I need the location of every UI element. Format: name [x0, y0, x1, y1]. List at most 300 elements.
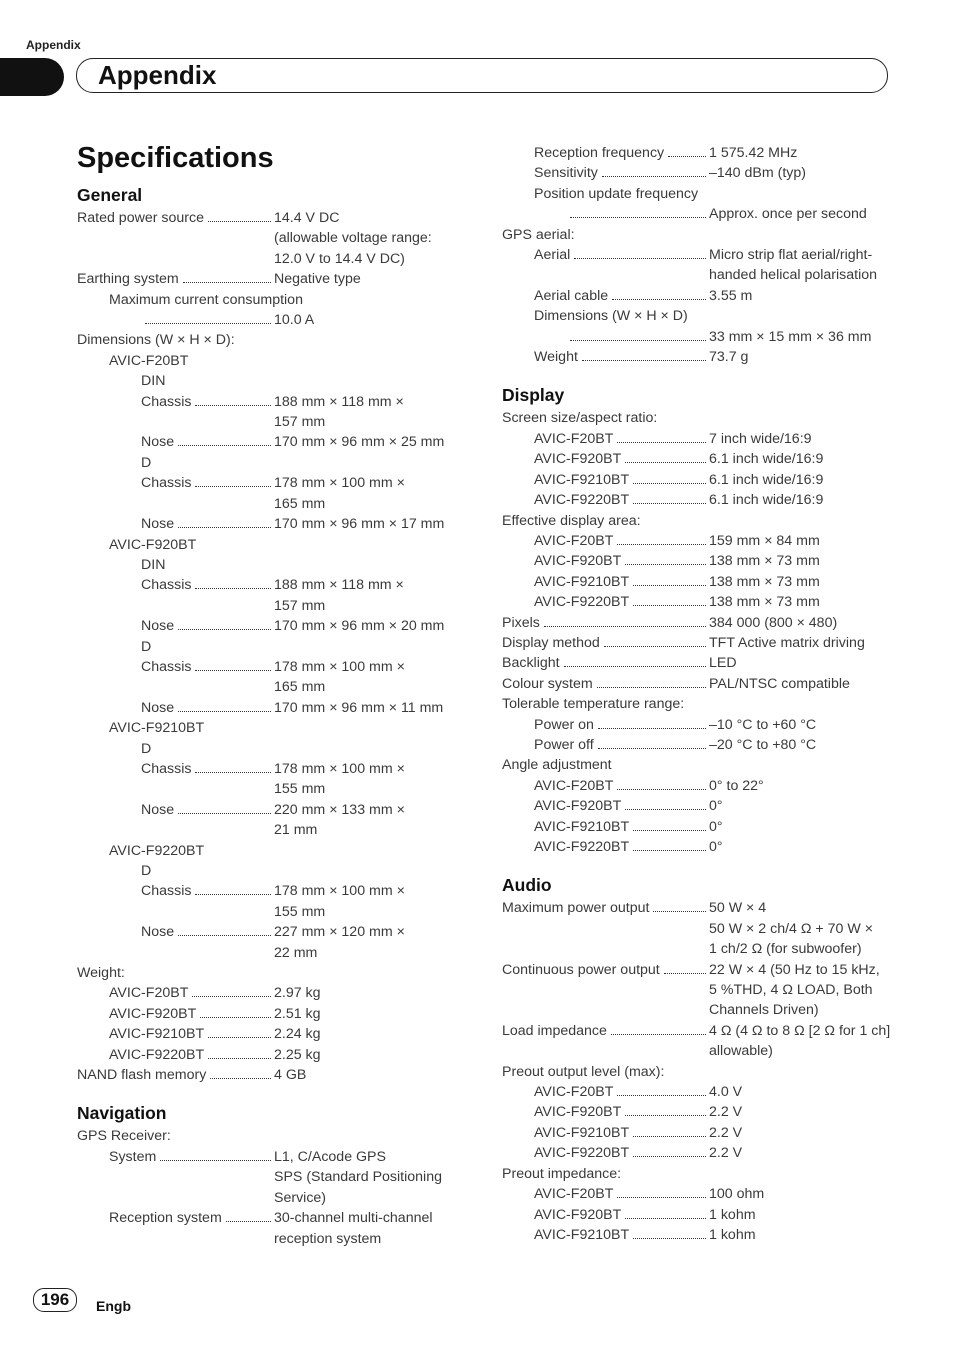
spec-value: 6.1 inch wide/16:9 [709, 451, 824, 468]
dot-leader [653, 911, 706, 912]
section-tab-marker [0, 58, 64, 96]
spec-row [502, 1123, 902, 1143]
section-heading: Navigation [77, 1103, 167, 1124]
spec-label: AVIC-F9210BT [109, 1026, 205, 1043]
dot-leader [668, 156, 706, 157]
dot-leader [633, 1136, 706, 1137]
spec-label-row [502, 184, 902, 204]
spec-row [77, 983, 467, 1003]
spec-label: GPS Receiver: [77, 1128, 171, 1145]
spec-value: 2.97 kg [274, 985, 321, 1002]
spec-label: Reception frequency [534, 145, 665, 161]
spec-row [502, 960, 902, 980]
spec-label: Nose [141, 699, 175, 716]
spec-row [502, 653, 902, 673]
spec-label: Pixels [502, 614, 540, 631]
spec-value: 50 W × 4 [709, 900, 767, 917]
spec-label: System [109, 1148, 157, 1165]
spec-label: AVIC-F9210BT [534, 818, 630, 835]
spec-row [77, 800, 467, 820]
dot-leader [604, 646, 706, 647]
dot-leader [200, 1017, 271, 1018]
dot-leader [598, 728, 706, 729]
spec-value: 178 mm × 100 mm × [274, 475, 405, 492]
spec-value: 178 mm × 100 mm × [274, 883, 405, 900]
spec-continuation-row [502, 265, 902, 285]
spec-continuation-row [77, 1229, 467, 1249]
dot-leader [633, 605, 706, 606]
spec-value: 2.51 kg [274, 1005, 321, 1022]
dot-leader [226, 1221, 271, 1222]
dot-leader [633, 483, 706, 484]
spec-row [502, 490, 902, 510]
spec-row [77, 616, 467, 636]
section-header-title: Appendix [98, 60, 217, 90]
section-heading: Audio [502, 875, 552, 896]
spec-label: D [141, 740, 152, 757]
spec-label-row [77, 861, 467, 881]
dot-leader [178, 813, 271, 814]
spec-row [502, 735, 902, 755]
spec-value: 220 mm × 133 mm × [274, 801, 405, 818]
spec-value: 73.7 g [709, 349, 749, 366]
spec-label: D [141, 863, 152, 879]
spec-value: 2.2 V [709, 1124, 743, 1141]
dot-leader [195, 894, 271, 895]
dot-leader [633, 830, 706, 831]
spec-row [502, 633, 902, 653]
spec-label: AVIC-F920BT [534, 798, 622, 815]
spec-row [502, 1102, 902, 1122]
spec-value: 7 inch wide/16:9 [709, 430, 812, 447]
spec-value: allowable) [709, 1043, 773, 1060]
spec-value: 6.1 inch wide/16:9 [709, 492, 824, 509]
spec-row [502, 776, 902, 796]
dot-leader [183, 282, 271, 283]
spec-column-right [502, 143, 902, 1245]
dot-leader [195, 405, 271, 406]
spec-label: Maximum current consumption [109, 291, 303, 308]
spec-value: 0° [709, 839, 723, 855]
section-heading: Display [502, 385, 565, 406]
dot-leader [160, 1160, 271, 1161]
spec-row [502, 837, 902, 857]
spec-row [77, 392, 467, 412]
spec-row [502, 1143, 902, 1163]
spec-value: L1, C/Acode GPS [274, 1148, 386, 1165]
spec-continuation-row [77, 902, 467, 922]
spec-label-row [502, 225, 902, 245]
spec-row [77, 575, 467, 595]
spec-value: 100 ohm [709, 1186, 765, 1203]
spec-label: Power off [534, 736, 594, 753]
spec-value: 21 mm [274, 822, 318, 839]
dot-leader [178, 711, 271, 712]
spec-label: Chassis [141, 658, 192, 675]
dot-leader [208, 221, 271, 222]
spec-value: –20 °C to +80 °C [709, 736, 817, 753]
spec-label: AVIC-F920BT [534, 1206, 622, 1223]
spec-value: 2.2 V [709, 1145, 743, 1162]
spec-label: Backlight [502, 655, 560, 672]
spec-row [502, 1021, 902, 1041]
spec-label: Continuous power output [502, 961, 660, 978]
spec-label: Maximum power output [502, 900, 650, 917]
spec-label: Reception system [109, 1210, 222, 1227]
spec-label: AVIC-F920BT [534, 451, 622, 468]
spec-row [502, 347, 902, 367]
spec-value: 2.2 V [709, 1104, 743, 1121]
spec-label-row [77, 535, 467, 555]
spec-label: AVIC-F920BT [534, 553, 622, 570]
spec-label-row [77, 371, 467, 391]
spec-continuation-row [77, 412, 467, 432]
spec-value: 12.0 V to 14.4 V DC) [274, 250, 405, 267]
dot-leader [625, 809, 706, 810]
dot-leader [664, 973, 706, 974]
spec-label: AVIC-F20BT [534, 532, 614, 549]
spec-row [502, 1205, 902, 1225]
dot-leader [617, 789, 706, 790]
spec-row [502, 898, 902, 918]
spec-label: Chassis [141, 883, 192, 900]
spec-value: 22 W × 4 (50 Hz to 15 kHz, [709, 961, 880, 978]
spec-row [77, 310, 467, 330]
spec-value: 6.1 inch wide/16:9 [709, 471, 824, 488]
spec-row [77, 922, 467, 942]
spec-value: Service) [274, 1189, 327, 1206]
spec-row [502, 470, 902, 490]
spec-label: Weight: [77, 965, 125, 982]
spec-label: Nose [141, 924, 175, 941]
spec-row [502, 796, 902, 816]
spec-continuation-row [502, 1000, 902, 1020]
dot-leader [195, 588, 271, 589]
spec-value: 170 mm × 96 mm × 20 mm [274, 618, 445, 635]
spec-value: 0° [709, 818, 723, 835]
spec-row [502, 327, 902, 347]
spec-row [77, 269, 467, 289]
spec-label-row [502, 1062, 902, 1082]
spec-continuation-row [77, 943, 467, 963]
spec-value: 10.0 A [274, 312, 315, 329]
spec-value: Channels Driven) [709, 1002, 819, 1019]
spec-value: 22 mm [274, 944, 318, 961]
spec-label: AVIC-F20BT [534, 777, 614, 794]
spec-row [502, 531, 902, 551]
spec-value: 4.0 V [709, 1084, 743, 1101]
spec-label: Preout output level (max): [502, 1063, 665, 1080]
spec-row [77, 1065, 467, 1085]
spec-value: 1 575.42 MHz [709, 145, 798, 161]
spec-value: 5 %THD, 4 Ω LOAD, Both [709, 982, 873, 999]
spec-label-row [502, 755, 902, 775]
spec-continuation-row [502, 939, 902, 959]
spec-label: Preout impedance: [502, 1165, 622, 1182]
dot-leader [617, 1197, 706, 1198]
spec-value: Approx. once per second [709, 206, 867, 223]
spec-value: 178 mm × 100 mm × [274, 658, 405, 675]
spec-row [502, 572, 902, 592]
spec-label-row [77, 351, 467, 371]
spec-row [77, 881, 467, 901]
spec-label-row [77, 453, 467, 473]
spec-row [502, 674, 902, 694]
spec-continuation-row [77, 1167, 467, 1187]
spec-label-row [77, 637, 467, 657]
spec-label: Dimensions (W × H × D) [534, 308, 688, 325]
spec-value: 157 mm [274, 414, 326, 431]
dot-leader [178, 629, 271, 630]
spec-value: 170 mm × 96 mm × 17 mm [274, 516, 445, 533]
spec-value: 3.55 m [709, 287, 753, 304]
dot-leader [178, 935, 271, 936]
spec-row [77, 514, 467, 534]
spec-value: 50 W × 2 ch/4 Ω + 70 W × [709, 920, 873, 937]
spec-label: DIN [141, 556, 166, 573]
spec-continuation-row [502, 1041, 902, 1061]
dot-leader [625, 564, 706, 565]
spec-label: Earthing system [77, 271, 179, 288]
dot-leader [145, 323, 271, 324]
spec-label: Chassis [141, 760, 192, 777]
spec-label-row [502, 306, 902, 326]
spec-value: 138 mm × 73 mm [709, 553, 820, 570]
spec-value: 159 mm × 84 mm [709, 532, 820, 549]
spec-row [502, 551, 902, 571]
spec-continuation-row [77, 494, 467, 514]
spec-label: AVIC-F9210BT [534, 471, 630, 488]
spec-continuation-row [77, 677, 467, 697]
spec-label-row [502, 694, 902, 714]
spec-row [77, 1045, 467, 1065]
spec-value: 165 mm [274, 679, 326, 696]
dot-leader [611, 1034, 706, 1035]
spec-label: D [141, 638, 152, 655]
section-heading: General [77, 185, 143, 205]
dot-leader [633, 1238, 706, 1239]
dot-leader [625, 462, 706, 463]
spec-value: 33 mm × 15 mm × 36 mm [709, 328, 872, 345]
spec-row [502, 204, 902, 224]
spec-row [502, 817, 902, 837]
spec-label: GPS aerial: [502, 226, 575, 243]
spec-value: –10 °C to +60 °C [709, 716, 817, 733]
spec-value: 4 Ω (4 Ω to 8 Ω [2 Ω for 1 ch] [709, 1022, 891, 1039]
spec-label: NAND flash memory [77, 1067, 207, 1084]
spec-continuation-row [77, 1188, 467, 1208]
spec-label: Rated power source [77, 210, 204, 226]
spec-row [502, 1184, 902, 1204]
dot-leader [195, 486, 271, 487]
page-number-badge: 196 [33, 1288, 77, 1312]
dot-leader [178, 527, 271, 528]
dot-leader [625, 1218, 706, 1219]
spec-label: Tolerable temperature range: [502, 696, 685, 713]
spec-label: AVIC-F20BT [109, 985, 189, 1002]
spec-value: 2.24 kg [274, 1026, 321, 1043]
spec-label: Position update frequency [534, 185, 699, 202]
spec-value: 138 mm × 73 mm [709, 594, 820, 611]
spec-label: Screen size/aspect ratio: [502, 410, 658, 427]
spec-value: 384 000 (800 × 480) [709, 614, 838, 631]
dot-leader [633, 503, 706, 504]
spec-label: Sensitivity [534, 165, 598, 182]
spec-label: AVIC-F20BT [109, 352, 189, 369]
spec-value: 1 kohm [709, 1226, 756, 1243]
spec-row [502, 613, 902, 633]
dot-leader [570, 340, 706, 341]
spec-value: 157 mm [274, 597, 326, 614]
spec-value: 4 GB [274, 1067, 307, 1084]
spec-label: Load impedance [502, 1022, 607, 1039]
spec-row [77, 759, 467, 779]
spec-label-row [502, 1164, 902, 1184]
spec-value: Negative type [274, 271, 361, 288]
spec-label-row [77, 330, 467, 350]
spec-continuation-row [77, 779, 467, 799]
spec-label: Aerial cable [534, 287, 609, 304]
spec-row [502, 286, 902, 306]
spec-value: 2.25 kg [274, 1046, 321, 1063]
spec-label: Chassis [141, 577, 192, 594]
spec-label-row [77, 963, 467, 983]
spec-value: 0° [709, 798, 723, 815]
spec-label-row [77, 1126, 467, 1146]
spec-label: Chassis [141, 475, 192, 492]
spec-value: 165 mm [274, 495, 326, 512]
dot-leader [574, 258, 706, 259]
spec-label-row [502, 511, 902, 531]
spec-label-row [77, 555, 467, 575]
spec-row [502, 245, 902, 265]
spec-row [77, 432, 467, 452]
spec-label: Nose [141, 516, 175, 533]
spec-value: –140 dBm (typ) [709, 165, 806, 182]
spec-label: DIN [141, 373, 166, 390]
dot-leader [633, 1156, 706, 1157]
spec-continuation-row [77, 820, 467, 840]
dot-leader [582, 360, 706, 361]
spec-label: AVIC-F9220BT [109, 842, 205, 859]
spec-label: AVIC-F920BT [109, 1005, 197, 1022]
dot-leader [178, 445, 271, 446]
spec-label: AVIC-F9210BT [534, 1226, 630, 1243]
dot-leader [617, 442, 706, 443]
spec-value: 155 mm [274, 903, 326, 920]
spec-value: PAL/NTSC compatible [709, 675, 850, 692]
dot-leader [570, 217, 706, 218]
spec-value: TFT Active matrix driving [709, 634, 865, 651]
spec-row [77, 208, 467, 228]
dot-leader [617, 1095, 706, 1096]
spec-value: LED [709, 655, 737, 672]
dot-leader [544, 626, 706, 627]
dot-leader [195, 772, 271, 773]
spec-label-row [77, 739, 467, 759]
spec-label: AVIC-F9220BT [534, 594, 630, 611]
spec-value: 188 mm × 118 mm × [274, 577, 404, 594]
spec-label: AVIC-F9220BT [534, 1145, 630, 1162]
spec-value: handed helical polarisation [709, 267, 878, 284]
spec-label: AVIC-F9220BT [534, 839, 630, 855]
spec-label: AVIC-F9220BT [109, 1046, 205, 1063]
dot-leader [633, 850, 706, 851]
spec-label: AVIC-F920BT [109, 536, 197, 553]
spec-row [502, 1225, 902, 1245]
spec-label: Nose [141, 618, 175, 635]
spec-row [502, 143, 902, 163]
spec-row [502, 163, 902, 183]
spec-row [77, 473, 467, 493]
spec-row [502, 715, 902, 735]
spec-label-row [77, 290, 467, 310]
spec-value: 14.4 V DC [274, 210, 340, 226]
spec-continuation-row [77, 249, 467, 269]
spec-value: 170 mm × 96 mm × 11 mm [274, 699, 444, 716]
spec-value: 0° to 22° [709, 777, 764, 794]
spec-label: Aerial [534, 247, 571, 264]
spec-value: 227 mm × 120 mm × [274, 924, 405, 941]
dot-leader [208, 1058, 271, 1059]
dot-leader [564, 666, 706, 667]
running-header-label: Appendix [26, 38, 81, 52]
spec-value: 155 mm [274, 781, 326, 798]
dot-leader [625, 1115, 706, 1116]
spec-label: D [141, 454, 152, 471]
spec-label: AVIC-F920BT [534, 1104, 622, 1121]
dot-leader [612, 299, 706, 300]
page-title: Specifications [77, 142, 274, 174]
spec-row [77, 1208, 467, 1228]
dot-leader [210, 1078, 271, 1079]
spec-label: AVIC-F20BT [534, 430, 614, 447]
spec-value: 1 ch/2 Ω (for subwoofer) [709, 941, 862, 958]
spec-label: AVIC-F9210BT [534, 1124, 630, 1141]
spec-row [502, 429, 902, 449]
spec-label: AVIC-F9210BT [109, 720, 205, 737]
spec-label: Power on [534, 716, 594, 733]
dot-leader [208, 1037, 271, 1038]
spec-value: reception system [274, 1230, 382, 1247]
spec-label-row [77, 841, 467, 861]
dot-leader [192, 996, 271, 997]
spec-row [77, 1004, 467, 1024]
spec-row [77, 1147, 467, 1167]
spec-value: 188 mm × 118 mm × [274, 393, 404, 410]
dot-leader [602, 176, 706, 177]
spec-row [502, 449, 902, 469]
spec-label: Nose [141, 434, 175, 451]
spec-value: SPS (Standard Positioning [274, 1169, 442, 1186]
spec-continuation-row [502, 919, 902, 939]
spec-label: AVIC-F20BT [534, 1084, 614, 1101]
spec-value: 1 kohm [709, 1206, 756, 1223]
spec-continuation-row [77, 228, 467, 248]
spec-row [502, 1082, 902, 1102]
language-code: Engb [96, 1298, 131, 1314]
spec-label: AVIC-F20BT [534, 1186, 614, 1203]
spec-row [77, 1024, 467, 1044]
spec-value: 178 mm × 100 mm × [274, 760, 405, 777]
spec-value: 138 mm × 73 mm [709, 573, 820, 590]
spec-label: Display method [502, 634, 600, 651]
spec-value: (allowable voltage range: [274, 230, 432, 247]
spec-row [502, 592, 902, 612]
dot-leader [617, 544, 706, 545]
dot-leader [598, 748, 706, 749]
spec-column-left [77, 184, 467, 1249]
